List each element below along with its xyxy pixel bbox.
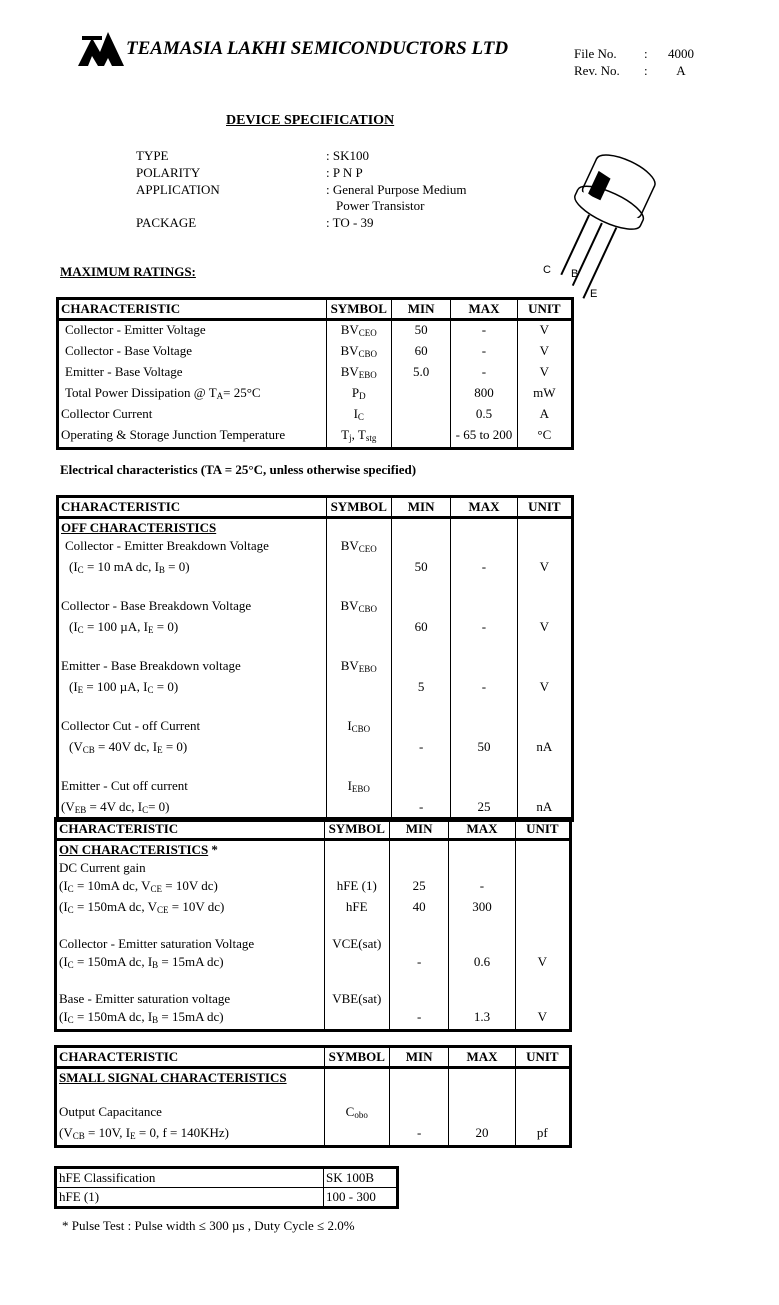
max: 300 — [449, 898, 515, 919]
company-name: TEAMASIA LAKHI SEMICONDUCTORS LTD — [126, 38, 509, 59]
characteristic: Operating & Storage Junction Temperature — [58, 426, 327, 449]
type-value: : SK100 — [326, 148, 369, 163]
table-row — [56, 1103, 571, 1124]
table-row — [58, 405, 573, 426]
table-row — [58, 537, 573, 558]
file-no-value: 4000 — [668, 46, 694, 61]
symbol: $P_D$ — [326, 384, 391, 405]
condition: ($V_{CB} = 10V$, $I_E = 0$, f = 140KHz) — [56, 1124, 325, 1147]
header-max: MAX — [449, 819, 515, 840]
unit: V — [517, 678, 572, 699]
header-symbol: SYMBOL — [324, 819, 389, 840]
symbol: $BV_{CEO}$ — [326, 537, 391, 558]
max: 20 — [449, 1124, 515, 1147]
condition: ($I_C = 150mA$ dc, $I_B = 15mA$ dc) — [56, 953, 325, 974]
max: - — [451, 363, 517, 384]
header-symbol: SYMBOL — [324, 1047, 389, 1068]
unit: V — [515, 953, 570, 974]
symbol: $BV_{EBO}$ — [326, 363, 391, 384]
table-row — [58, 738, 573, 759]
header-max: MAX — [449, 1047, 515, 1068]
pin-c-label: C — [543, 264, 551, 276]
header-characteristic: CHARACTERISTIC — [58, 497, 327, 518]
table-row — [58, 320, 573, 343]
characteristic: Collector - Base Breakdown Voltage — [58, 597, 327, 618]
unit: nA — [517, 738, 572, 759]
hfe-classification-value: SK 100B — [324, 1168, 398, 1188]
file-no-label: File No. — [574, 46, 617, 61]
header-min: MIN — [391, 299, 450, 320]
header-unit: UNIT — [517, 299, 572, 320]
symbol: $T_j$, $T_{stg}$ — [326, 426, 391, 449]
min: - — [389, 1124, 448, 1147]
min: 50 — [391, 558, 450, 579]
symbol: hFE (1) — [324, 877, 389, 898]
min — [391, 384, 450, 405]
symbol: $I_{CBO}$ — [326, 717, 391, 738]
rev-no-value: A — [676, 63, 686, 78]
colon: : — [644, 46, 648, 61]
table-row — [56, 953, 571, 974]
application-label: APPLICATION — [136, 182, 220, 197]
characteristic: Output Capacitance — [56, 1103, 325, 1124]
hfe-classification-label: hFE Classification — [56, 1168, 324, 1188]
header-symbol: SYMBOL — [326, 497, 391, 518]
symbol: $BV_{CBO}$ — [326, 597, 391, 618]
page-title: DEVICE SPECIFICATION — [226, 113, 395, 128]
symbol: $BV_{CEO}$ — [326, 320, 391, 343]
min: 25 — [389, 877, 448, 898]
application-value: : General Purpose Medium — [326, 182, 467, 197]
company-logo — [78, 30, 124, 68]
section-title: OFF CHARACTERISTICS — [58, 518, 327, 538]
symbol: $I_C$ — [326, 405, 391, 426]
min: 60 — [391, 342, 450, 363]
characteristic: Collector - Emitter Voltage — [58, 320, 327, 343]
max: 0.6 — [449, 953, 515, 974]
characteristic: Base - Emitter saturation voltage — [56, 990, 325, 1008]
max: - — [451, 320, 517, 343]
condition: ($I_C = 150mA$ dc, $V_{CE} = 10V$ dc) — [56, 898, 325, 919]
max: 25 — [451, 798, 517, 821]
application-value-2: Power Transistor — [336, 198, 425, 213]
min: - — [391, 798, 450, 821]
electrical-characteristics-title: Electrical characteristics (TA = 25°C, unless otherwise specified) — [60, 462, 417, 477]
pin-e-label: E — [590, 288, 598, 300]
section-title: SMALL SIGNAL CHARACTERISTICS — [56, 1068, 325, 1088]
table-row — [58, 384, 573, 405]
condition: ($V_{EB} = 4V$ dc, $I_C= 0$) — [58, 798, 327, 821]
unit: V — [517, 320, 572, 343]
max: - — [449, 877, 515, 898]
hfe-classification-table — [54, 1166, 399, 1209]
max: - 65 to 200 — [451, 426, 517, 449]
header-characteristic: CHARACTERISTIC — [58, 299, 327, 320]
header-unit: UNIT — [515, 1047, 570, 1068]
header-characteristic: CHARACTERISTIC — [56, 819, 325, 840]
min: 5.0 — [391, 363, 450, 384]
unit: V — [517, 618, 572, 639]
pin-b-label: B — [571, 268, 579, 280]
rev-no-label: Rev. No. — [574, 63, 620, 78]
unit: °C — [517, 426, 572, 449]
table-row — [58, 597, 573, 618]
max: - — [451, 558, 517, 579]
unit: V — [517, 342, 572, 363]
condition: ($I_C = 10mA$ dc, $V_{CE} = 10V$ dc) — [56, 877, 325, 898]
unit: nA — [517, 798, 572, 821]
table-row — [56, 935, 571, 953]
symbol: $C_{obo}$ — [324, 1103, 389, 1124]
characteristic: Collector - Emitter Breakdown Voltage — [58, 537, 327, 558]
table-row — [56, 898, 571, 919]
header-min: MIN — [391, 497, 450, 518]
header-max: MAX — [451, 299, 517, 320]
symbol: VCE(sat) — [324, 935, 389, 953]
package-value: : TO - 39 — [326, 215, 374, 230]
header-symbol: SYMBOL — [326, 299, 391, 320]
symbol: hFE — [324, 898, 389, 919]
min — [391, 405, 450, 426]
characteristic: Emitter - Base Voltage — [58, 363, 327, 384]
min: - — [389, 1008, 448, 1031]
max: - — [451, 618, 517, 639]
to39-package-illustration — [560, 140, 670, 305]
min: 5 — [391, 678, 450, 699]
unit: mW — [517, 384, 572, 405]
symbol: $BV_{EBO}$ — [326, 657, 391, 678]
table-row — [56, 1188, 398, 1208]
table-row — [58, 363, 573, 384]
unit: V — [517, 363, 572, 384]
table-row — [58, 426, 573, 449]
characteristic: Collector Cut - off Current — [58, 717, 327, 738]
table-row — [58, 678, 573, 699]
condition: ($I_C = 100$ µA, $I_E = 0$) — [58, 618, 327, 639]
min: 60 — [391, 618, 450, 639]
table-row — [58, 558, 573, 579]
unit: V — [517, 558, 572, 579]
polarity-value: : P N P — [326, 165, 363, 180]
characteristic: Emitter - Base Breakdown voltage — [58, 657, 327, 678]
colon: : — [644, 63, 648, 78]
hfe1-label: hFE (1) — [56, 1188, 324, 1208]
unit: V — [515, 1008, 570, 1031]
max-ratings-title: MAXIMUM RATINGS: — [60, 264, 196, 279]
min: - — [389, 953, 448, 974]
package-label: PACKAGE — [136, 215, 197, 230]
max: - — [451, 342, 517, 363]
condition: ($I_C = 150mA$ dc, $I_B = 15mA$ dc) — [56, 1008, 325, 1031]
table-row — [56, 1124, 571, 1147]
condition: ($I_C = 10$ mA dc, $I_B = 0$) — [58, 558, 327, 579]
table-row — [56, 990, 571, 1008]
characteristic: Collector Current — [58, 405, 327, 426]
file-info — [574, 45, 696, 79]
max: 800 — [451, 384, 517, 405]
small-signal-table — [54, 1045, 572, 1148]
table-row — [56, 1168, 398, 1188]
section-title: ON CHARACTERISTICS * — [56, 840, 325, 860]
header-unit: UNIT — [517, 497, 572, 518]
table-row — [58, 657, 573, 678]
table-row — [58, 717, 573, 738]
table-row — [58, 342, 573, 363]
table-row — [56, 877, 571, 898]
symbol: $BV_{CBO}$ — [326, 342, 391, 363]
header-max: MAX — [451, 497, 517, 518]
characteristic: Emitter - Cut off current — [58, 777, 327, 798]
on-characteristics-table — [54, 817, 572, 1032]
header-characteristic: CHARACTERISTIC — [56, 1047, 325, 1068]
max: 1.3 — [449, 1008, 515, 1031]
symbol: VBE(sat) — [324, 990, 389, 1008]
characteristic: Collector - Emitter saturation Voltage — [56, 935, 325, 953]
max: - — [451, 678, 517, 699]
table-row — [56, 1008, 571, 1031]
max-ratings-table — [56, 297, 574, 450]
table-row — [58, 777, 573, 798]
unit: A — [517, 405, 572, 426]
hfe1-value: 100 - 300 — [324, 1188, 398, 1208]
polarity-label: POLARITY — [136, 165, 201, 180]
min — [391, 426, 450, 449]
table-row — [58, 618, 573, 639]
min: 40 — [389, 898, 448, 919]
min: - — [391, 738, 450, 759]
footnote: * Pulse Test : Pulse width ≤ 300 µs , Duty Cycle ≤ 2.0% — [62, 1218, 355, 1233]
symbol: $I_{EBO}$ — [326, 777, 391, 798]
min: 50 — [391, 320, 450, 343]
max: 0.5 — [451, 405, 517, 426]
condition: ($I_E = 100$ µA, $I_C = 0$) — [58, 678, 327, 699]
max: 50 — [451, 738, 517, 759]
characteristic: Collector - Base Voltage — [58, 342, 327, 363]
type-label: TYPE — [136, 148, 169, 163]
unit: pf — [515, 1124, 570, 1147]
header-min: MIN — [389, 1047, 448, 1068]
off-characteristics-table — [56, 495, 574, 822]
condition: ($V_{CB} = 40V$ dc, $I_E = 0$) — [58, 738, 327, 759]
characteristic: Total Power Dissipation @ $T_A= 25^\circ C$ — [58, 384, 327, 405]
dc-gain-label: DC Current gain — [56, 859, 325, 877]
header-unit: UNIT — [515, 819, 570, 840]
header-min: MIN — [389, 819, 448, 840]
